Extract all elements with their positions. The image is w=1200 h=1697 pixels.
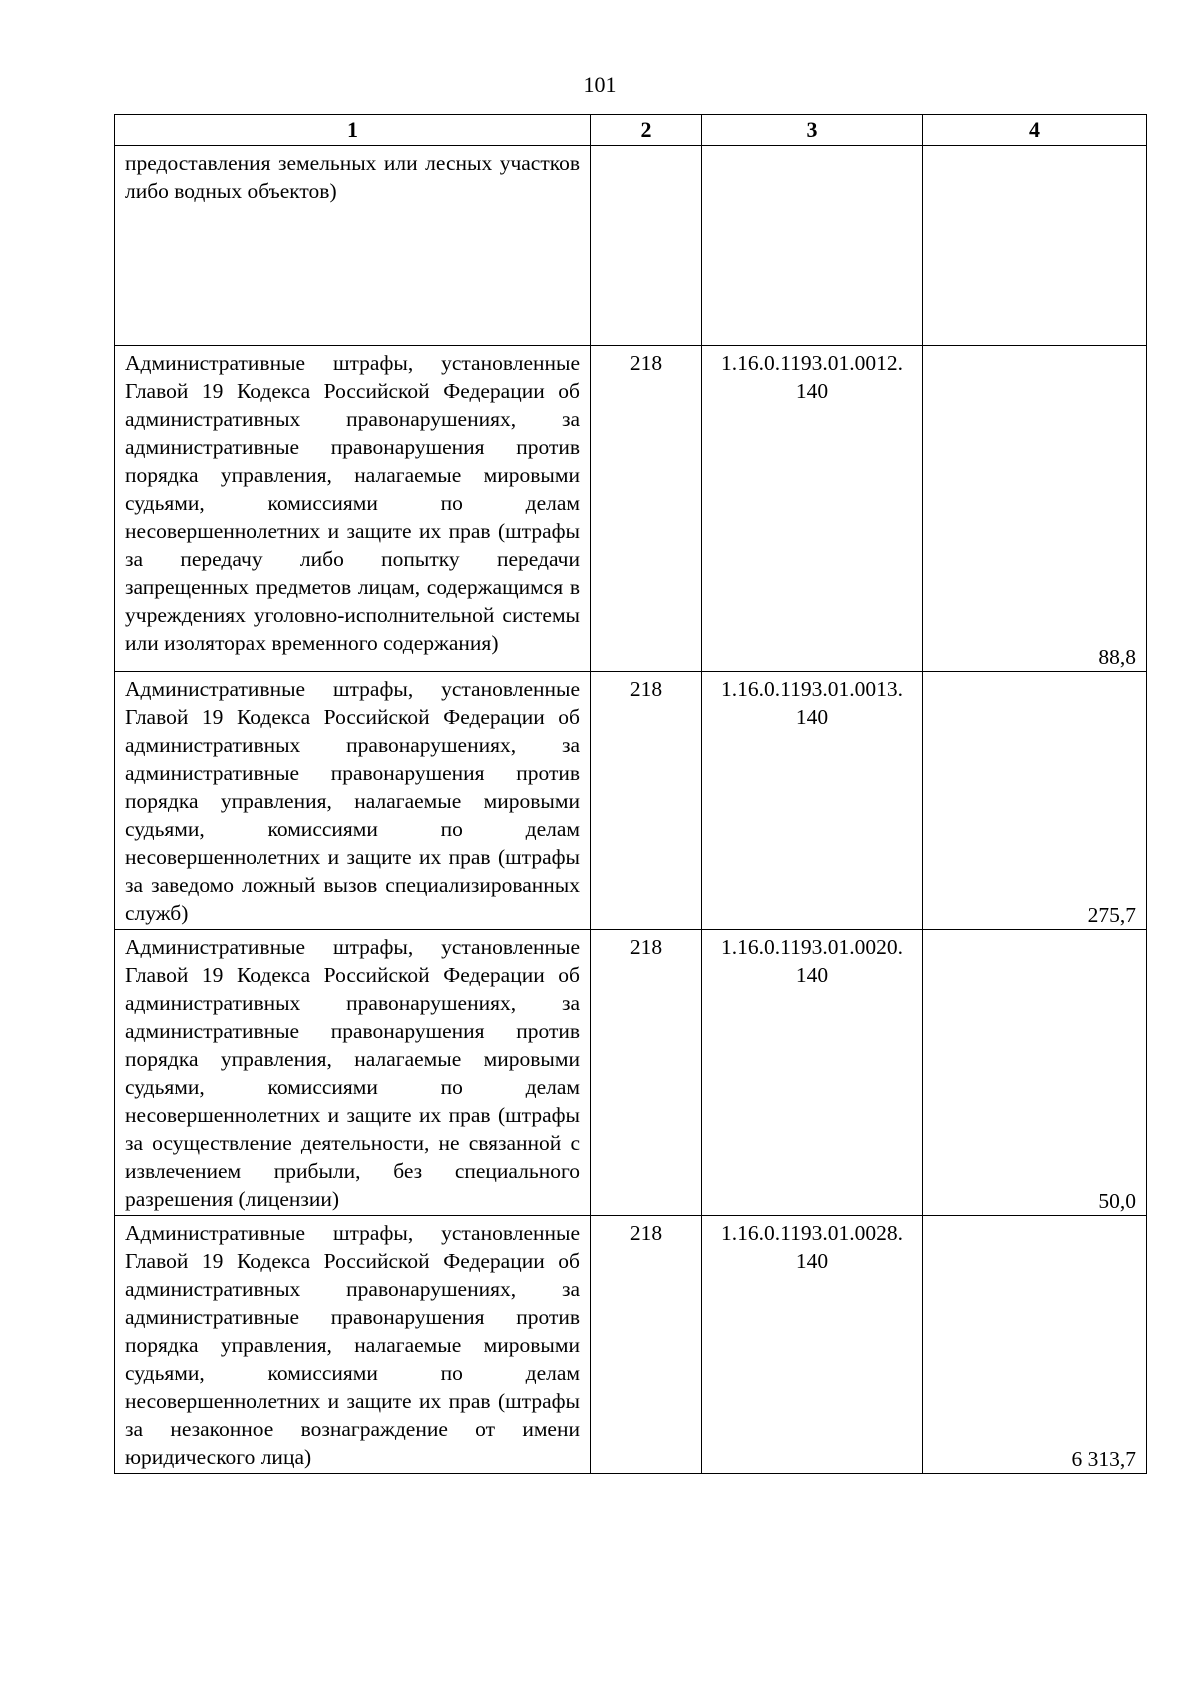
table-row (115, 1216, 1147, 1474)
description-text: Административные штрафы, установленные Главой 19 Кодекса Российской Федерации об административных правонарушениях, за административные правонарушения против порядка управления, налагаемые мировыми судьями, комиссиями по делам несовершеннолетних и защите их прав (штрафы за передачу либо попытку передачи запрещенных предметов лицам, содержащимся в учреждениях уголовно-исполнительной системы или изоляторах временного содержания) (125, 351, 580, 655)
description-cell (115, 930, 591, 1216)
kbk-cell (702, 146, 923, 346)
description-cell (115, 146, 591, 346)
kbk-code-line1: 1.16.0.1193.01.0013. (721, 677, 903, 701)
kbk-code-line2: 140 (795, 379, 829, 403)
description-cell (115, 346, 591, 672)
code-cell (591, 146, 702, 346)
description-text: Административные штрафы, установленные Главой 19 Кодекса Российской Федерации об административных правонарушениях, за административные правонарушения против порядка управления, налагаемые мировыми судьями, комиссиями по делам несовершеннолетних и защите их прав (штрафы за заведомо ложный вызов специализированных служб) (125, 677, 580, 925)
column-header-3: 3 (702, 115, 923, 146)
description-cell (115, 1216, 591, 1474)
table-row (115, 930, 1147, 1216)
column-header-4: 4 (923, 115, 1147, 146)
kbk-cell (702, 346, 923, 672)
kbk-code-line1: 1.16.0.1193.01.0020. (721, 935, 903, 959)
column-header-1: 1 (115, 115, 591, 146)
code-cell: 218 (591, 346, 702, 672)
table-row (115, 346, 1147, 672)
kbk-cell (702, 930, 923, 1216)
kbk-code-line1: 1.16.0.1193.01.0028. (721, 1221, 903, 1245)
amount-value: 275,7 (1087, 903, 1136, 927)
table-row (115, 672, 1147, 930)
amount-cell (923, 1216, 1147, 1474)
budget-revenue-table (114, 114, 1147, 1474)
description-cell (115, 672, 591, 930)
amount-value: 50,0 (1098, 1189, 1136, 1213)
kbk-code-line1: 1.16.0.1193.01.0012. (721, 351, 903, 375)
amount-value: 88,8 (1098, 645, 1136, 669)
kbk-cell (702, 672, 923, 930)
amount-cell (923, 146, 1147, 346)
code-cell: 218 (591, 672, 702, 930)
table-header-row (115, 115, 1147, 146)
description-text: предоставления земельных или лесных участков либо водных объектов) (125, 151, 580, 203)
column-header-2: 2 (591, 115, 702, 146)
amount-value: 6 313,7 (1071, 1447, 1136, 1471)
page-number: 101 (583, 72, 617, 97)
table-row (115, 146, 1147, 346)
amount-cell (923, 672, 1147, 930)
code-cell: 218 (591, 930, 702, 1216)
description-text: Административные штрафы, установленные Главой 19 Кодекса Российской Федерации об административных правонарушениях, за административные правонарушения против порядка управления, налагаемые мировыми судьями, комиссиями по делам несовершеннолетних и защите их прав (штрафы за незаконное вознаграждение от имени юридического лица) (125, 1221, 580, 1469)
kbk-code-line2: 140 (795, 705, 829, 729)
kbk-code-line2: 140 (795, 963, 829, 987)
code-cell: 218 (591, 1216, 702, 1474)
kbk-code-line2: 140 (795, 1249, 829, 1273)
amount-cell (923, 346, 1147, 672)
kbk-cell (702, 1216, 923, 1474)
description-text: Административные штрафы, установленные Главой 19 Кодекса Российской Федерации об административных правонарушениях, за административные правонарушения против порядка управления, налагаемые мировыми судьями, комиссиями по делам несовершеннолетних и защите их прав (штрафы за осуществление деятельности, не связанной с извлечением прибыли, без специального разрешения (лицензии) (125, 935, 580, 1211)
amount-cell (923, 930, 1147, 1216)
